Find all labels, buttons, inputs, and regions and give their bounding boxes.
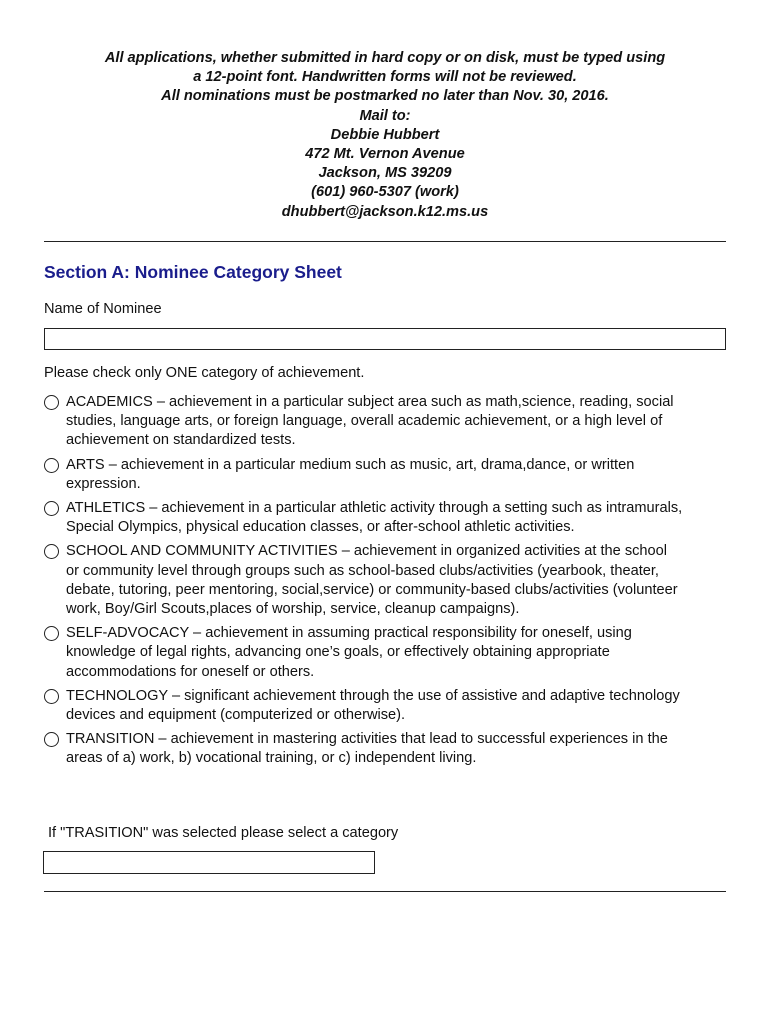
top-divider	[44, 241, 726, 242]
transition-category-input[interactable]	[43, 851, 375, 874]
nominee-name-label: Name of Nominee	[44, 301, 162, 317]
category-option-technology[interactable]	[44, 687, 684, 725]
radio-button[interactable]	[44, 458, 59, 473]
contact-phone: (601) 960-5307 (work)	[311, 184, 459, 201]
category-option-arts[interactable]	[44, 456, 684, 494]
category-text: TRANSITION – achievement in mastering activities that lead to successful experiences in the areas of a) work, b) vocational training, or c) independent living.	[66, 731, 668, 767]
radio-button[interactable]	[44, 689, 59, 704]
transition-category-label: If "TRASITION" was selected please select a category	[48, 825, 399, 841]
category-text: SELF-ADVOCACY – achievement in assuming practical responsibility for oneself, using knowledge of legal rights, advancing one’s goals, or effectively obtaining appropriate accommodations for oneself or others.	[66, 625, 632, 680]
radio-button[interactable]	[44, 501, 59, 516]
radio-button[interactable]	[44, 395, 59, 410]
category-option-self-advocacy[interactable]	[44, 624, 684, 682]
radio-button[interactable]	[44, 732, 59, 747]
category-option-school-community[interactable]	[44, 542, 684, 619]
category-text: ACADEMICS – achievement in a particular subject area such as math,science, reading, social studies, language arts, or foreign language, overall academic achievement, or a high level of achievement on standardized tests.	[66, 394, 674, 449]
contact-name: Debbie Hubbert	[330, 126, 440, 143]
category-text: ARTS – achievement in a particular medium such as music, art, drama,dance, or written expression.	[66, 456, 635, 492]
deadline-line: All nominations must be postmarked no later than Nov. 30, 2016.	[161, 88, 609, 105]
category-option-academics[interactable]	[44, 393, 684, 451]
contact-email: dhubbert@jackson.k12.ms.us	[281, 203, 489, 220]
mail-to-label: Mail to:	[359, 107, 411, 124]
section-title: Section A: Nominee Category Sheet	[44, 262, 342, 282]
category-text: TECHNOLOGY – significant achievement through the use of assistive and adaptive technology devices and equipment (computerized or otherwise).	[66, 687, 680, 724]
bottom-divider	[44, 891, 726, 892]
nominee-name-input[interactable]	[44, 328, 726, 350]
contact-street: 472 Mt. Vernon Avenue	[305, 146, 465, 163]
instruction-line: All applications, whether submitted in hard copy or on disk, must be typed using	[104, 50, 666, 66]
category-text: SCHOOL AND COMMUNITY ACTIVITIES – achievement in organized activities at the school or community level through groups such as school-based clubs/activities (yearbook, theater, debate, tutoring, peer mentoring, social,service) or community-based clubs/activities (volunteer work, Boy/Girl Scouts,places of worship, service, cleanup campaigns).	[66, 543, 678, 618]
category-instruction: Please check only ONE category of achievement.	[44, 365, 365, 381]
category-text: ATHLETICS – achievement in a particular athletic activity through a setting such as intramurals, Special Olympics, physical education classes, or after-school athletic activities.	[66, 500, 683, 536]
category-options	[44, 393, 684, 774]
instruction-line: a 12-point font. Handwritten forms will not be reviewed.	[193, 69, 577, 86]
category-option-athletics[interactable]	[44, 499, 684, 537]
contact-city: Jackson, MS 39209	[318, 165, 452, 182]
radio-button[interactable]	[44, 626, 59, 641]
radio-button[interactable]	[44, 544, 59, 559]
category-option-transition[interactable]	[44, 730, 684, 768]
mailing-instructions	[0, 49, 770, 222]
